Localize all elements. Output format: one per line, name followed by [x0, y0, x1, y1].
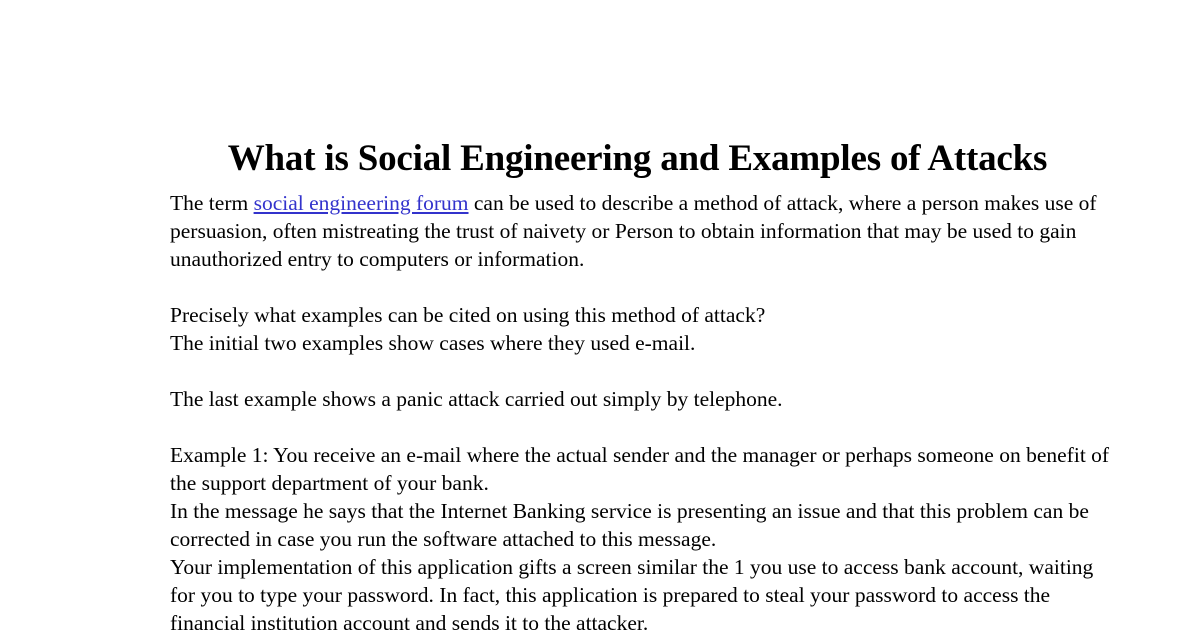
examples-question-line-1: Precisely what examples can be cited on using this method of attack? — [170, 303, 766, 327]
last-example-line-1: The last example shows a panic attack carried out simply by telephone. — [170, 387, 783, 411]
paragraph-last-example — [170, 385, 1110, 413]
article-body — [170, 189, 1110, 637]
paragraph-examples-question — [170, 301, 1110, 357]
page-title: What is Social Engineering and Examples of Attacks — [227, 137, 1048, 179]
paragraph-example-one — [170, 441, 1110, 637]
example-one-line-2: In the message he says that the Internet Banking service is presenting an issue and that this problem can be corrected in case you run the software attached to this message. — [170, 499, 1089, 551]
example-one-line-3: Your implementation of this application gifts a screen similar the 1 you use to access bank account, waiting for you to type your password. In fact, this application is prepared to steal your password to access the financial institution account and sends it to the attacker. — [170, 555, 1094, 635]
examples-question-line-2: The initial two examples show cases where they used e-mail. — [170, 331, 696, 355]
intro-text-before-link: The term — [170, 191, 254, 215]
intro-text-after-link: can be used to describe a method of attack, where a person makes use of persuasion, often mistreating the trust of naivety or Person to obtain information that may be used to gain unauthorized entry to computers or information. — [170, 191, 1097, 271]
social-engineering-forum-link[interactable]: social engineering forum — [253, 191, 469, 215]
paragraph-intro — [170, 189, 1110, 273]
example-one-line-1: Example 1: You receive an e-mail where the actual sender and the manager or perhaps someone on benefit of the support department of your bank. — [170, 443, 1110, 495]
